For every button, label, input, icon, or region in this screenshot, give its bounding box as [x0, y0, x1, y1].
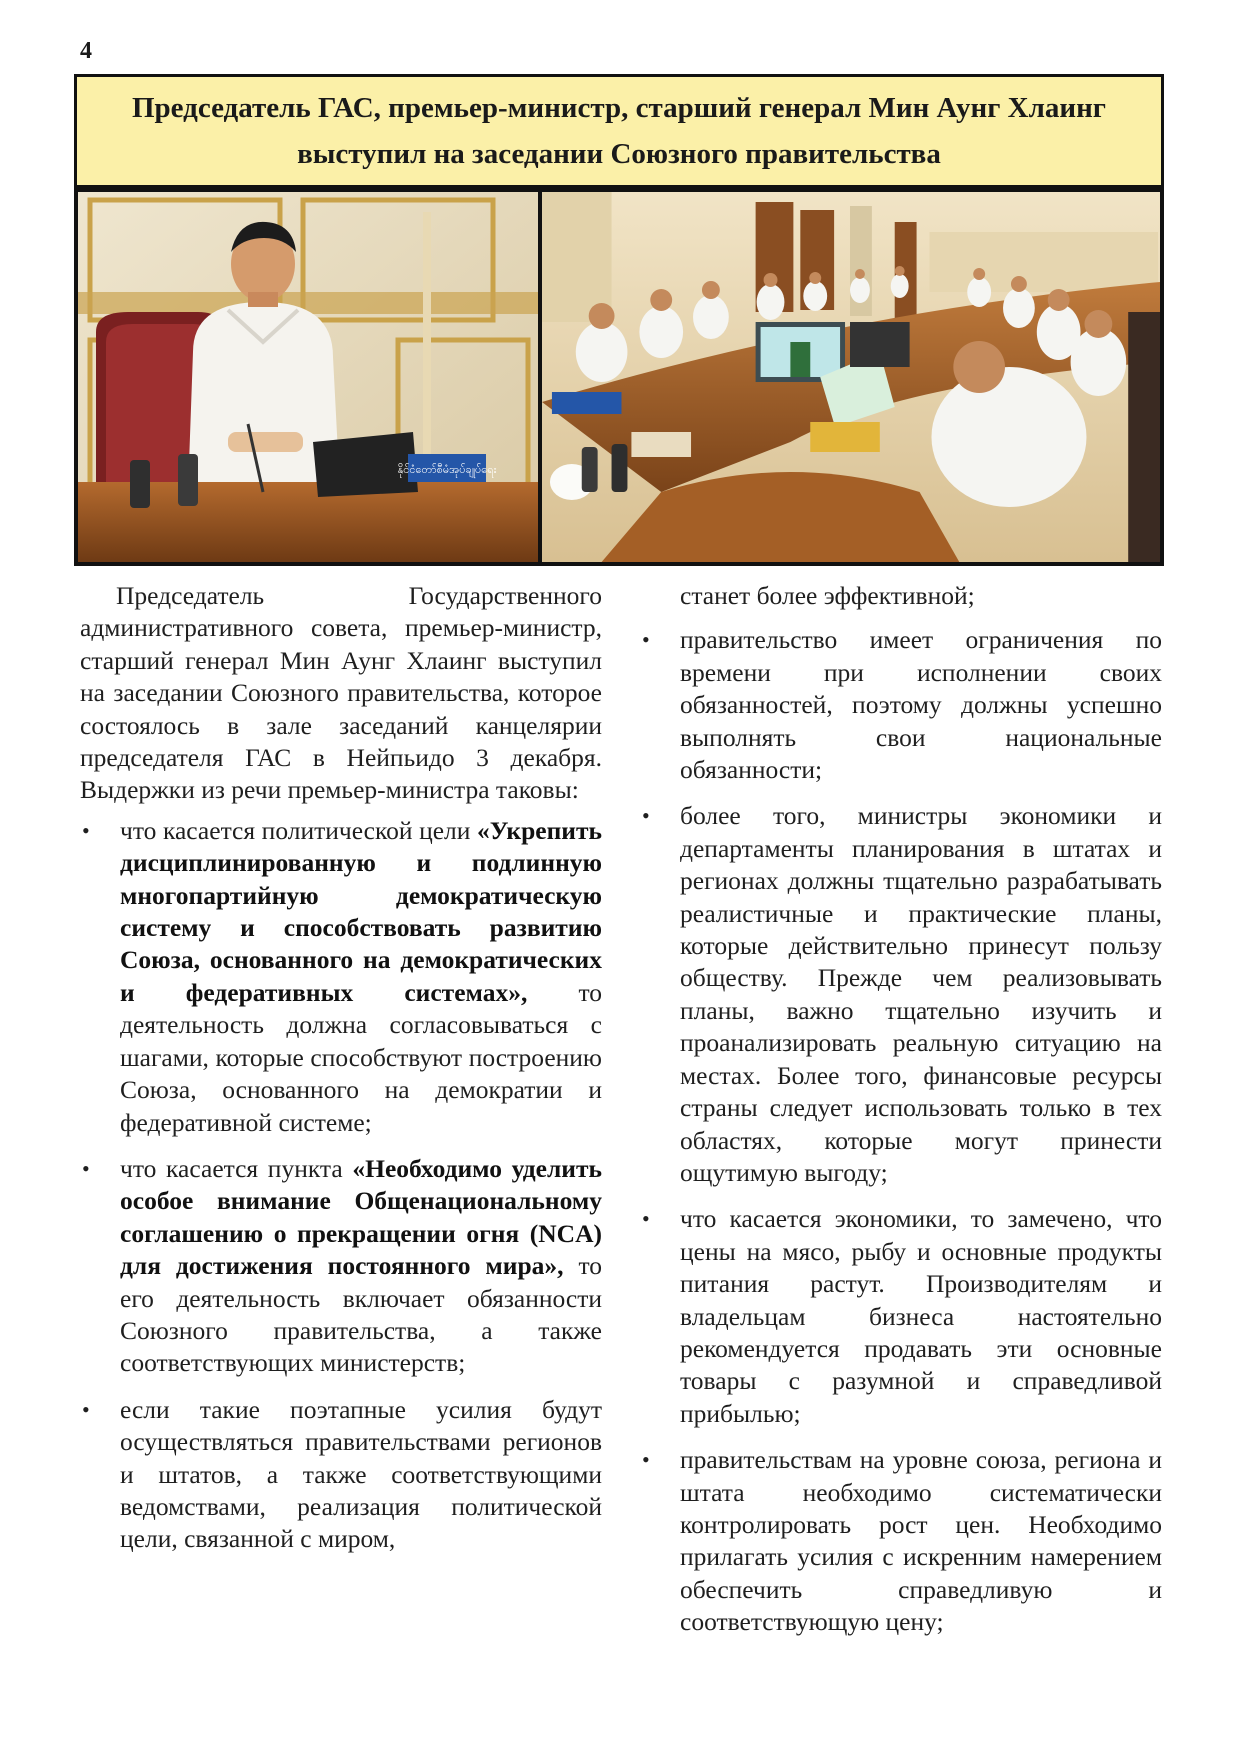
list-item	[640, 1203, 1162, 1430]
headline-box	[74, 74, 1164, 188]
list-item	[640, 800, 1162, 1189]
bullet-text-pre: если такие поэтапные усилия будут осуществляться правительствами регионов и штатов, а также соответствующими ведомствами, реализация политической цели, связанной с миром,	[120, 1394, 602, 1554]
bullet-icon: •	[82, 1396, 90, 1422]
bullet-icon: •	[82, 1155, 90, 1181]
left-bullet-list	[80, 815, 602, 1556]
bullet-icon: •	[642, 627, 650, 653]
bullet-icon: •	[642, 803, 650, 829]
list-item	[80, 1153, 602, 1380]
list-item	[80, 815, 602, 1139]
article-column-right	[640, 580, 1162, 1653]
list-item	[640, 1444, 1162, 1638]
bullet-text-post: то деятельность должна согласовываться с шагами, которые способствуют построению Союза, основанного на демократии и федеративной системе;	[120, 977, 602, 1137]
headline-line-1: Председатель ГАС, премьер-министр, старший генерал Мин Аунг Хлаинг	[132, 92, 1106, 124]
bullet-text: правительство имеет ограничения по времени при исполнении своих обязанностей, поэтому должны успешно выполнять свои национальные обязанности;	[680, 625, 1162, 785]
bullet-text-bold: «Необходимо уделить особое внимание Общенациональному соглашению о прекращении огня (NCA) для достижения постоянного мира»,	[120, 1153, 602, 1281]
bullet-text: что касается экономики, то замечено, что цены на мясо, рыбу и основные продукты питания растут. Производителям и владельцам бизнеса настоятельно рекомендуется продавать эти основные товары с разумной и справедливой прибылью;	[680, 1204, 1162, 1428]
right-bullet-list	[640, 624, 1162, 1638]
list-item	[640, 624, 1162, 786]
article-intro: Председатель Государственного административного совета, премьер-министр, старший генерал Мин Аунг Хлаинг выступил на заседании Союзного правительства, которое состоялось в зале заседаний канцелярии председателя ГАС в Нейпьидо 3 декабря. Выдержки из речи премьер-министра таковы:	[80, 581, 602, 805]
photo-meeting-hall-image	[542, 192, 1160, 562]
article-column-left	[80, 580, 602, 1570]
bullet-text-bold: «Укрепить дисциплинированную и подлинную многопартийную демократическую систему и способствовать развитию Союза, основанного на демократических и федеративных системах»,	[120, 815, 602, 1007]
page-number: 4	[80, 38, 92, 64]
bullet-icon: •	[642, 1206, 650, 1232]
bullet-text-post: то его деятельность включает обязанности Союзного правительства, а также соответствующих министерств;	[120, 1251, 602, 1378]
bullet-text: более того, министры экономики и департаменты планирования в штатах и регионах должны тщательно разрабатывать реалистичные и практические планы, которые действительно принесут пользу обществу. Прежде чем реализовывать планы, важно тщательно изучить и проанализировать реальную ситуацию на местах. Более того, финансовые ресурсы страны следует использовать только в тех областях, которые могут принести ощутимую выгоду;	[680, 801, 1162, 1187]
bullet-text: правительствам на уровне союза, региона и штата необходимо систематически контролировать рост цен. Необходимо прилагать усилия с искренним намерением обеспечить справедливую и соответствующую цену;	[680, 1445, 1162, 1637]
bullet-icon: •	[82, 817, 90, 843]
continued-text: станет более эффективной;	[680, 581, 975, 610]
bullet-icon: •	[642, 1447, 650, 1473]
list-item	[80, 1394, 602, 1556]
bullet-text-pre: что касается пункта	[120, 1153, 353, 1183]
bullet-text-pre: что касается политической цели	[120, 815, 478, 845]
nameplate-text: နိုင်ငံတော်စီမံအုပ်ချုပ်ရေး	[397, 463, 497, 476]
photo-speaker-image	[78, 192, 538, 562]
headline-line-2: выступил на заседании Союзного правительства	[297, 138, 941, 170]
photo-meeting-hall	[542, 192, 1160, 562]
photo-speaker	[78, 192, 538, 562]
photo-strip	[74, 188, 1164, 566]
